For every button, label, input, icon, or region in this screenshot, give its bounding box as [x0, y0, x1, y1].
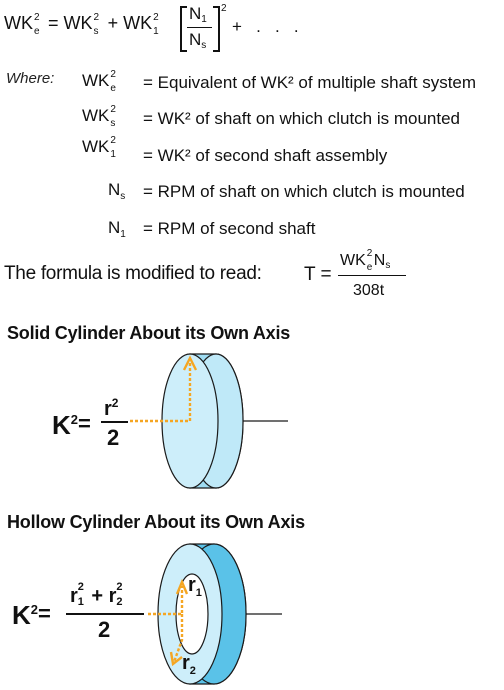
hollow-label-r1 — [188, 574, 202, 597]
mod-num-wk: WK — [340, 252, 366, 269]
def-sub: e — [110, 83, 116, 94]
hollow-k-sup: 2 — [30, 602, 39, 617]
hollow-num-r1: r — [70, 585, 78, 607]
hollow-num-r1-sub: 1 — [77, 596, 84, 608]
hollow-k — [12, 600, 51, 631]
solid-denominator: 2 — [107, 425, 120, 450]
def-sup: 2 — [110, 135, 116, 146]
hollow-numerator — [70, 581, 124, 608]
solid-k — [52, 410, 91, 441]
definition-text: = RPM of shaft on which clutch is mounted — [143, 182, 465, 201]
solid-frac-line — [101, 421, 128, 423]
def-sup: 2 — [110, 104, 116, 115]
def-sup: 2 — [110, 69, 116, 80]
formula-lhs-sub: e — [34, 26, 40, 37]
frac-num-n: N — [189, 4, 202, 23]
mod-num-n: N — [373, 252, 386, 269]
hollow-label-r2 — [182, 652, 196, 675]
mod-num-n-sub: s — [385, 260, 391, 271]
formula-t1-sub: s — [93, 26, 99, 37]
def-symbol: N — [108, 180, 121, 199]
hollow-heading: Hollow Cylinder About its Own Axis — [7, 512, 305, 532]
solid-k-letter: K — [52, 410, 71, 440]
def-sub: s — [110, 118, 116, 129]
formula-continuation: + . . . — [232, 17, 299, 36]
where-label: Where: — [6, 70, 55, 87]
solid-numerator — [104, 398, 118, 421]
definition-text: = WK² of second shaft assembly — [143, 146, 388, 165]
formula-equals: = — [48, 13, 59, 33]
solid-num-r: r — [104, 398, 112, 420]
solid-num-sup: 2 — [111, 396, 119, 410]
formula-lhs-wk: WK — [4, 13, 33, 33]
label-r1-letter: r — [188, 574, 196, 596]
def-symbol: N — [108, 218, 121, 237]
frac-num-sub: 1 — [201, 14, 207, 25]
formula-lhs-sup: 2 — [34, 12, 40, 23]
modified-t-eq: T = — [304, 264, 332, 285]
label-r1-sub: 1 — [195, 587, 202, 599]
definition-text: = WK² of shaft on which clutch is mounted — [143, 109, 461, 128]
hollow-num-r2-sup: 2 — [116, 581, 123, 593]
formula-t2-sub: 1 — [153, 26, 159, 37]
hollow-denominator: 2 — [98, 617, 111, 642]
solid-heading: Solid Cylinder About its Own Axis — [7, 323, 291, 343]
hollow-num-plus: + — [91, 585, 104, 607]
definition-text: = Equivalent of WK² of multiple shaft system — [143, 73, 477, 92]
formula-t1-wk: WK — [63, 13, 93, 33]
hollow-num-r1-sup: 2 — [77, 581, 84, 593]
def-sub: 1 — [120, 229, 126, 240]
frac-den-sub: s — [201, 40, 207, 51]
hollow-cylinder — [148, 544, 282, 684]
def-sub: s — [120, 191, 126, 202]
hollow-frac-line — [66, 613, 144, 615]
label-r2-letter: r — [182, 652, 190, 674]
mod-num-sub: e — [366, 262, 373, 273]
hollow-k-letter: K — [12, 600, 31, 630]
definition-text: = RPM of second shaft — [143, 219, 316, 238]
formula-t2-wk: WK — [123, 13, 153, 33]
modified-denominator: 308t — [353, 282, 385, 299]
def-symbol: WK — [82, 137, 110, 156]
mod-num-sup: 2 — [366, 248, 373, 259]
solid-k-sup: 2 — [70, 412, 79, 427]
hollow-eq: = — [38, 601, 51, 626]
formula-t2-sup: 2 — [153, 12, 159, 23]
def-sub: 1 — [110, 149, 116, 160]
formula-frac-exp: 2 — [221, 3, 227, 14]
def-symbol: WK — [82, 71, 110, 90]
modified-text: The formula is modified to read: — [4, 263, 262, 284]
solid-cylinder — [130, 354, 288, 488]
formula-plus: + — [107, 13, 119, 33]
hollow-num-r2-sub: 2 — [116, 596, 123, 608]
frac-den-n: N — [189, 30, 202, 49]
label-r2-sub: 2 — [189, 665, 196, 677]
formula-t1-sup: 2 — [93, 12, 100, 23]
def-symbol: WK — [82, 106, 110, 125]
solid-eq: = — [78, 411, 91, 436]
hollow-num-r2: r — [108, 585, 117, 607]
